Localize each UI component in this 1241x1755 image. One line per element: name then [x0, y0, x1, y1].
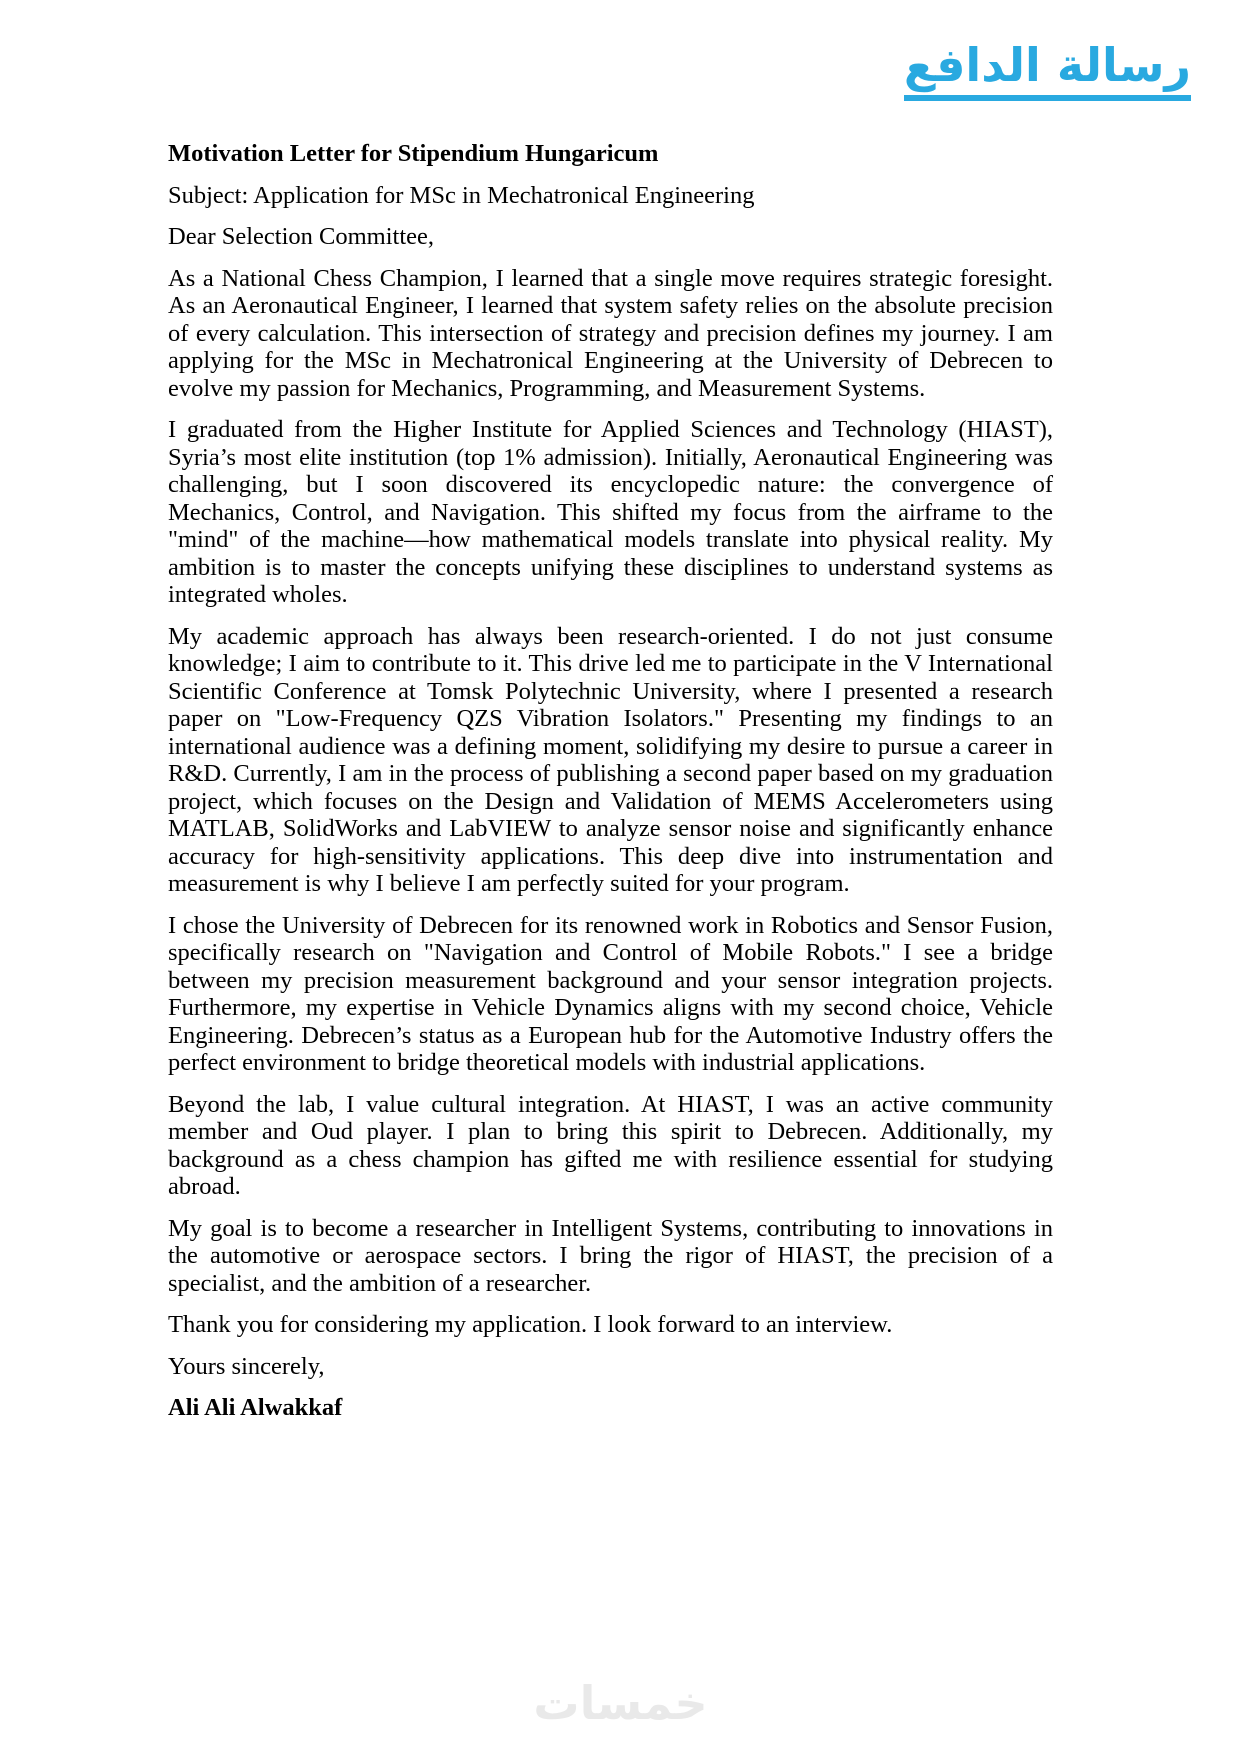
- subject-line: Subject: Application for MSc in Mechatronical Engineering: [168, 181, 755, 209]
- sign-off: Yours sincerely,: [168, 1352, 325, 1380]
- paragraph-university-choice: I chose the University of Debrecen for its renowned work in Robotics and Sensor Fusion, specifically research on "Navigation and Control of Mobile Robots." I see a bridge between my precision measurement background and your sensor integration projects. Furthermore, my expertise in Vehicle Dynamics aligns with my second choice, Vehicle Engineering. Debrecen’s status as a European hub for the Automotive Industry offers the perfect environment to bridge theoretical models with industrial applications.: [168, 911, 1053, 1076]
- letter-body: [168, 140, 1053, 1422]
- signature-name: Ali Ali Alwakkaf: [168, 1394, 343, 1421]
- paragraph-intro: As a National Chess Champion, I learned that a single move requires strategic foresight. As an Aeronautical Engineer, I learned that system safety relies on the absolute precision of every calculation. This intersection of strategy and precision defines my journey. I am applying for the MSc in Mechatronical Engineering at the University of Debrecen to evolve my passion for Mechanics, Programming, and Measurement Systems.: [168, 264, 1053, 402]
- letter-title: Motivation Letter for Stipendium Hungaricum: [168, 140, 659, 167]
- paragraph-cultural: Beyond the lab, I value cultural integration. At HIAST, I was an active community member and Oud player. I plan to bring this spirit to Debrecen. Additionally, my background as a chess champion has gifted me with resilience essential for studying abroad.: [168, 1090, 1053, 1200]
- salutation: Dear Selection Committee,: [168, 223, 435, 250]
- paragraph-education: I graduated from the Higher Institute for Applied Sciences and Technology (HIAST), Syria’s most elite institution (top 1% admission). Initially, Aeronautical Engineering was challenging, but I soon discovered its encyclopedic nature: the convergence of Mechanics, Control, and Navigation. This shifted my focus from the airframe to the "mind" of the machine—how mathematical models translate into physical reality. My ambition is to master the concepts unifying these disciplines to understand systems as integrated wholes.: [168, 416, 1053, 608]
- paragraph-research: My academic approach has always been research-oriented. I do not just consume knowledge; I aim to contribute to it. This drive led me to participate in the V International Scientific Conference at Tomsk Polytechnic University, where I presented a research paper on "Low-Frequency QZS Vibration Isolators." Presenting my findings to an international audience was a defining moment, solidifying my desire to pursue a career in R&D. Currently, I am in the process of publishing a second paper based on my graduation project, which focuses on the Design and Validation of MEMS Accelerometers using MATLAB, SolidWorks and LabVIEW to analyze sensor noise and significantly enhance accuracy for high-sensitivity applications. This deep dive into instrumentation and measurement is why I believe I am perfectly suited for your program.: [168, 622, 1053, 897]
- khamsat-watermark-logo: خمسات: [533, 1676, 708, 1730]
- arabic-header-title: رسالة الدافع: [904, 38, 1191, 101]
- paragraph-goal: My goal is to become a researcher in Intelligent Systems, contributing to innovations in the automotive or aerospace sectors. I bring the rigor of HIAST, the precision of a specialist, and the ambition of a researcher.: [168, 1214, 1053, 1297]
- closing-paragraph: Thank you for considering my application. I look forward to an interview.: [168, 1311, 893, 1338]
